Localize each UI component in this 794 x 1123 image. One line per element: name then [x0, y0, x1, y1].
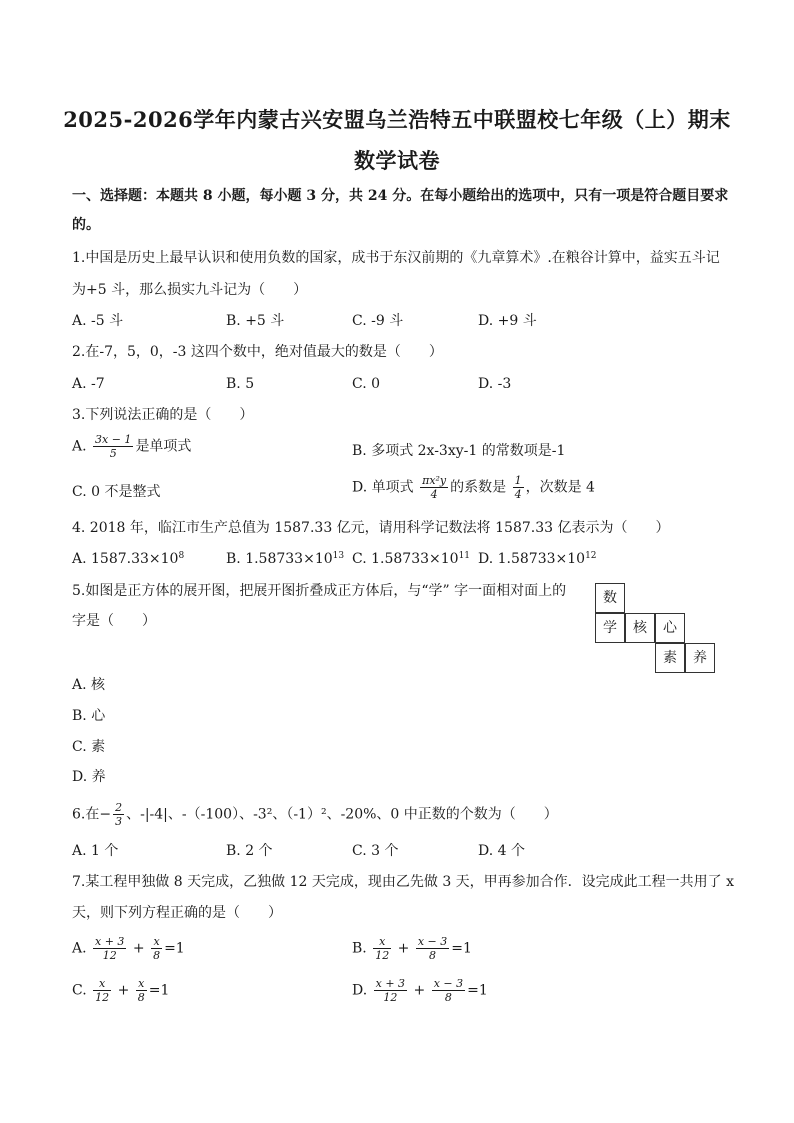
- fraction: [93, 433, 133, 460]
- option-text: B. 1.58733×10: [226, 551, 333, 567]
- q6-option-b: B. 2 个: [226, 843, 273, 859]
- option-text: A. 1587.33×10: [72, 551, 179, 567]
- fraction: [420, 474, 448, 501]
- q1-option-a: A. -5 斗: [72, 313, 124, 329]
- numerator: x: [373, 935, 391, 949]
- equation-tail: =1: [467, 982, 488, 999]
- q7-option-b: [352, 935, 472, 962]
- numerator: x + 3: [375, 977, 406, 990]
- q6-option-a: A. 1 个: [72, 843, 119, 859]
- q6-option-c: C. 3 个: [352, 843, 399, 859]
- q5-option-b: B. 心: [72, 708, 106, 724]
- net-cell-shu: 数: [595, 583, 625, 613]
- operator: +: [397, 940, 410, 957]
- equation-tail: =1: [148, 982, 170, 999]
- q6-prefix: 6.在−: [72, 806, 112, 823]
- q2-option-c: C. 0: [352, 376, 381, 392]
- option-text: D. 1.58733×10: [478, 551, 586, 567]
- numerator: 3x − 1: [95, 433, 132, 446]
- denominator: 5: [109, 447, 117, 460]
- numerator: πx²y: [422, 474, 447, 487]
- numerator: x: [93, 977, 111, 991]
- denominator: 8: [429, 949, 437, 962]
- fraction: [113, 801, 124, 828]
- net-cell-he: 核: [625, 613, 655, 643]
- numerator: x: [136, 977, 147, 991]
- denominator: 3: [115, 815, 123, 828]
- operator: +: [132, 940, 145, 957]
- q2-option-b: B. 5: [226, 376, 255, 392]
- q7-option-d: [352, 977, 488, 1004]
- q4-stem: 4. 2018 年，临江市生产总值为 1587.33 亿元，请用科学记数法将 1587.33 亿表示为（ ）: [72, 520, 670, 536]
- fraction: [416, 935, 449, 962]
- denominator: 12: [95, 991, 110, 1004]
- fraction: [151, 935, 162, 962]
- numerator: x − 3: [417, 935, 448, 948]
- q4-option-a: [72, 549, 184, 569]
- q2-option-d: D. -3: [478, 376, 512, 392]
- exponent: 11: [458, 551, 471, 561]
- q4-option-c: [352, 549, 470, 569]
- numerator: x + 3: [95, 935, 125, 948]
- exam-title-line2: 数学试卷: [354, 148, 440, 173]
- net-cell-xin: 心: [655, 613, 685, 643]
- denominator: 4: [514, 488, 522, 501]
- q3-stem: 3.下列说法正确的是（ ）: [72, 407, 254, 423]
- numerator: 2: [115, 801, 123, 814]
- q5-option-a: A. 核: [72, 677, 106, 693]
- q6-option-d: D. 4 个: [478, 843, 525, 859]
- fraction: [93, 935, 126, 962]
- exponent: 12: [585, 551, 597, 561]
- q1-option-b: B. +5 斗: [226, 313, 285, 329]
- option-label: B.: [352, 940, 367, 957]
- denominator: 8: [137, 991, 145, 1004]
- q4-option-b: [226, 549, 344, 569]
- denominator: 4: [430, 488, 438, 501]
- q7-option-a: [72, 935, 185, 962]
- q4-option-d: [478, 549, 597, 569]
- q3-option-b: B. 多项式 2x-3xy-1 的常数项是-1: [352, 443, 566, 459]
- numerator: x: [151, 935, 162, 949]
- fraction: [513, 474, 524, 501]
- denominator: 12: [383, 991, 398, 1004]
- q1-stem: 1.中国是历史上最早认识和使用负数的国家，成书于东汉前期的《九章算术》.在粮谷计算中，益实五斗记: [72, 250, 720, 266]
- option-label: D.: [352, 982, 368, 999]
- exponent: 8: [178, 551, 185, 561]
- q1-option-d: D. +9 斗: [478, 313, 537, 329]
- q3-option-c: C. 0 不是整式: [72, 484, 161, 500]
- denominator: 8: [153, 949, 161, 962]
- q7-stem-cont: 天，则下列方程正确的是（ ）: [72, 905, 282, 921]
- q6-stem: [72, 801, 558, 828]
- section-heading: 一、选择题：本题共 8 小题，每小题 3 分，共 24 分。在每小题给出的选项中，只有一项是符合题目要求: [72, 188, 729, 204]
- q5-stem-cont: 字是（ ）: [72, 613, 156, 629]
- q2-option-a: A. -7: [72, 376, 105, 392]
- q6-suffix: 、-|-4|、-（-100）、-3²、（-1）²、-20%、0 中正数的个数为（ ）: [126, 806, 558, 823]
- q1-stem-cont: 为+5 斗，那么损实九斗记为（ ）: [72, 282, 308, 298]
- numerator: 1: [514, 474, 522, 487]
- net-cell-yang: 养: [685, 643, 715, 673]
- operator: +: [413, 982, 426, 999]
- exponent: 13: [332, 551, 345, 561]
- denominator: 12: [102, 949, 117, 962]
- q7-stem: 7.某工程甲独做 8 天完成，乙独做 12 天完成，现由乙先做 3 天，甲再参加合作．设完成此工程一共用了 x: [72, 874, 735, 890]
- fraction: [432, 977, 465, 1004]
- fraction: [93, 977, 111, 1004]
- fraction: [374, 977, 407, 1004]
- q2-stem: 2.在-7，5，0，-3 这四个数中，绝对值最大的数是（ ）: [72, 344, 443, 360]
- q5-stem: 5.如图是正方体的展开图，把展开图折叠成正方体后，与“学” 字一面相对面上的: [72, 583, 567, 599]
- option-text: 的系数是: [450, 479, 507, 496]
- net-cell-su: 素: [655, 643, 685, 673]
- numerator: x − 3: [433, 977, 464, 990]
- section-heading-cont: 的。: [72, 217, 100, 233]
- option-label: C.: [72, 982, 87, 999]
- option-label: A.: [72, 438, 87, 455]
- equation-tail: =1: [164, 940, 185, 957]
- operator: +: [117, 982, 130, 999]
- option-label: A.: [72, 940, 87, 957]
- q1-option-c: C. -9 斗: [352, 313, 404, 329]
- q5-option-c: C. 素: [72, 739, 106, 755]
- option-text: ，次数是 4: [525, 479, 595, 496]
- fraction: [136, 977, 147, 1004]
- option-text: C. 1.58733×10: [352, 551, 459, 567]
- fraction: [373, 935, 391, 962]
- option-text: 是单项式: [135, 438, 192, 455]
- net-cell-xue: 学: [595, 613, 625, 643]
- option-label: D. 单项式: [352, 479, 414, 496]
- exam-title-line1: 2025-2026学年内蒙古兴安盟乌兰浩特五中联盟校七年级（上）期末: [63, 107, 731, 132]
- q7-option-c: [72, 977, 169, 1004]
- denominator: 12: [375, 949, 390, 962]
- cube-net-figure: [595, 583, 721, 677]
- q5-option-d: D. 养: [72, 769, 106, 785]
- equation-tail: =1: [451, 940, 472, 957]
- denominator: 8: [444, 991, 452, 1004]
- q3-option-a: [72, 433, 191, 460]
- q3-option-d: [352, 474, 595, 501]
